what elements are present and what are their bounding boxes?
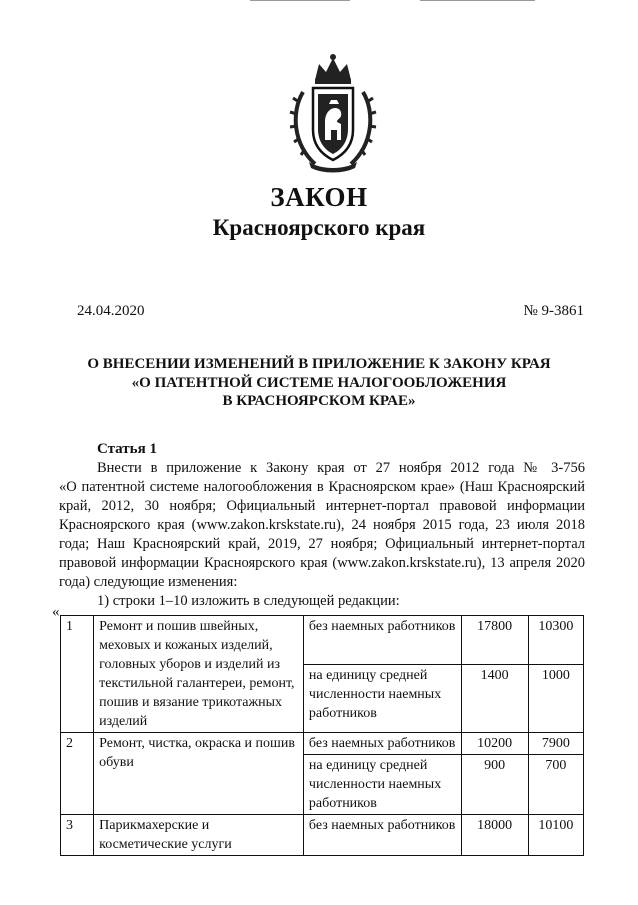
table-row	[61, 815, 584, 856]
article-text-line: года; Наш Красноярский край, 2019, 27 ноября; Официальный интернет-портал	[59, 536, 585, 552]
row-number: 3	[61, 815, 94, 856]
row-number: 1	[61, 616, 94, 733]
activity-name: Парикмахерские и косметические услуги	[94, 815, 304, 856]
condition-cell: без наемных работников	[303, 815, 461, 856]
value-cell: 700	[528, 755, 583, 815]
value-cell: 17800	[461, 616, 528, 665]
value-cell: 10200	[461, 733, 528, 755]
law-heading-line-3: В КРАСНОЯРСКОМ КРАЕ»	[222, 393, 416, 409]
value-cell: 900	[461, 755, 528, 815]
issuing-region-title: Красноярского края	[212, 215, 426, 240]
amendment-table	[60, 615, 584, 856]
value-cell: 1400	[461, 665, 528, 733]
value-cell: 10300	[528, 616, 583, 665]
article-title: Статья 1	[97, 441, 157, 457]
document-number: № 9-3861	[523, 303, 584, 319]
value-cell: 10100	[528, 815, 583, 856]
top-rule	[250, 0, 350, 1]
value-cell: 18000	[461, 815, 528, 856]
table-row	[61, 616, 584, 665]
article-text-line: Красноярского края (www.zakon.krskstate.ru), 24 ноября 2015 года, 23 июля 2018	[59, 517, 585, 533]
condition-cell: на единицу средней численности наемных работников	[303, 755, 461, 815]
article-text-line: «О патентной системе налогообложения в Красноярском крае» (Наш Красноярский	[59, 479, 585, 495]
article-item-1: 1) строки 1–10 изложить в следующей редакции:	[97, 593, 400, 609]
row-number: 2	[61, 733, 94, 815]
article-text-line: года) следующие изменения:	[59, 574, 238, 590]
document-date: 24.04.2020	[77, 303, 145, 319]
coat-of-arms-emblem	[285, 52, 381, 176]
value-cell: 1000	[528, 665, 583, 733]
top-rule	[420, 0, 535, 1]
opening-quote-mark: «	[52, 604, 60, 620]
law-heading-line-1: О ВНЕСЕНИИ ИЗМЕНЕНИЙ В ПРИЛОЖЕНИЕ К ЗАКОНУ КРАЯ	[87, 356, 551, 372]
article-text-line: Внести в приложение к Закону края от 27 ноября 2012 года № 3-756	[97, 460, 585, 476]
table-row	[61, 733, 584, 755]
document-type-title: ЗАКОН	[270, 182, 368, 212]
condition-cell: без наемных работников	[303, 733, 461, 755]
article-text-line: правовой информации Красноярского края (www.zakon.krskstate.ru), 13 апреля 2020	[59, 555, 585, 571]
condition-cell: на единицу средней численности наемных работников	[303, 665, 461, 733]
condition-cell: без наемных работников	[303, 616, 461, 665]
law-heading-line-2: «О ПАТЕНТНОЙ СИСТЕМЕ НАЛОГООБЛОЖЕНИЯ	[131, 375, 507, 391]
article-text-line: край, 2012, 30 ноября; Официальный интернет-портал правовой информации	[59, 498, 585, 514]
value-cell: 7900	[528, 733, 583, 755]
activity-name: Ремонт, чистка, окраска и пошив обуви	[94, 733, 304, 815]
activity-name: Ремонт и пошив швейных, меховых и кожаных изделий, головных уборов и изделий из текстильной галантереи, ремонт, пошив и вязание трикотажных изделий	[94, 616, 304, 733]
